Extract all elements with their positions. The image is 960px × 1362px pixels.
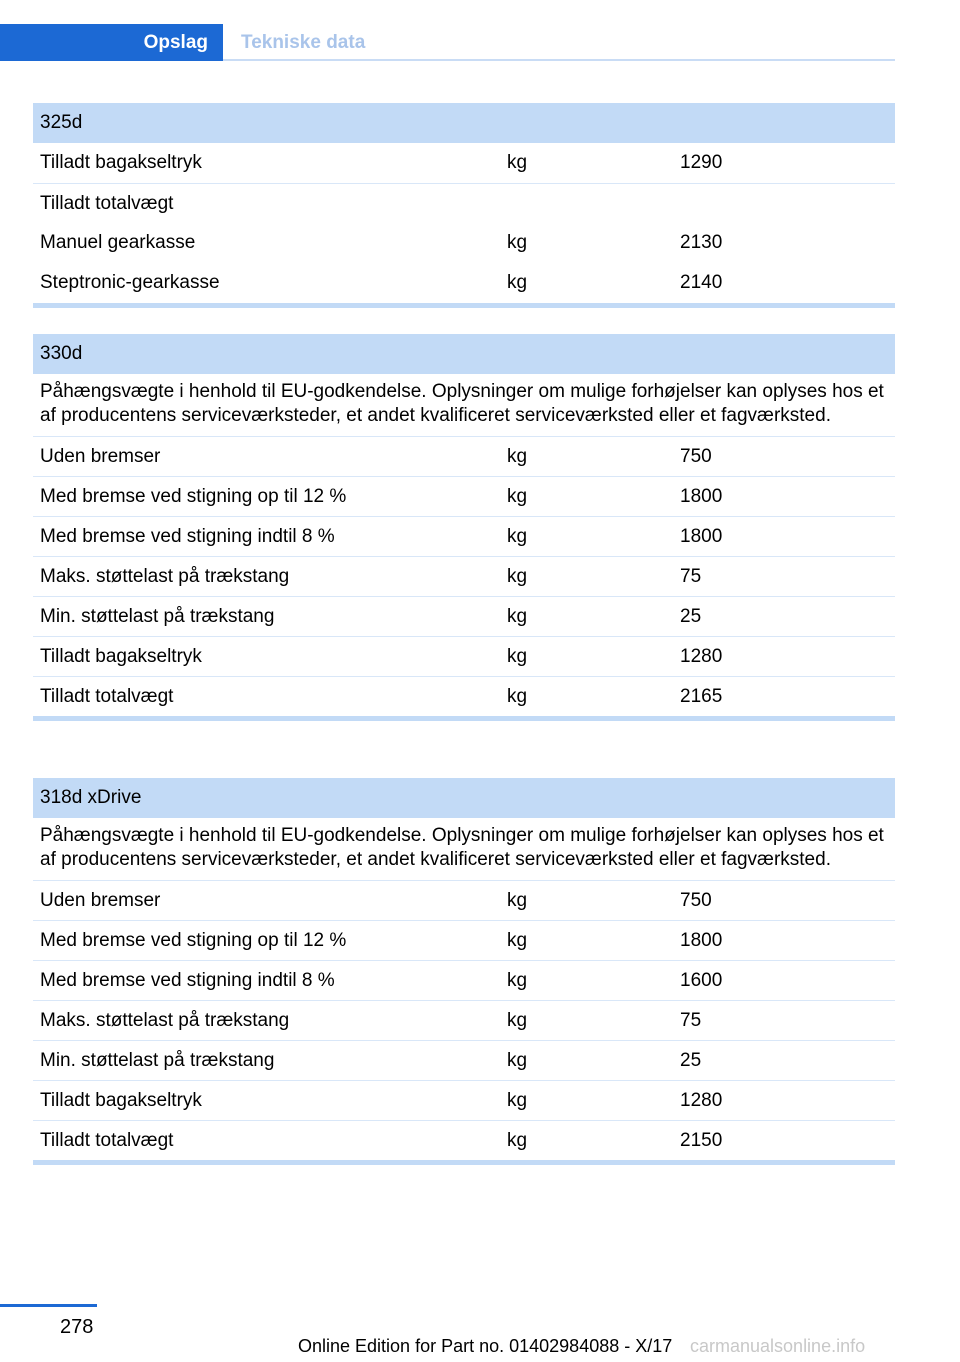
table-row bbox=[33, 556, 895, 596]
row-label: Maks. støttelast på trækstang bbox=[40, 565, 290, 587]
table-325d bbox=[33, 103, 895, 308]
table-row bbox=[33, 436, 895, 476]
tab-opslag[interactable]: Opslag bbox=[0, 24, 223, 61]
row-label: Med bremse ved stigning op til 12 % bbox=[40, 929, 347, 951]
table-row bbox=[33, 516, 895, 556]
table-330d bbox=[33, 334, 895, 721]
table-bottom-rule bbox=[33, 303, 895, 308]
row-value: 2150 bbox=[680, 1129, 723, 1151]
table-note: Påhængsvægte i henhold til EU-godkendelse. Oplysninger om mulige forhøjelser kan oplyses hos et af producentens serviceværksteder, et andet kvalificeret serviceværksted eller et fagværksted. bbox=[40, 381, 884, 426]
row-label: Steptronic-gearkasse bbox=[40, 272, 220, 293]
row-unit: kg bbox=[507, 525, 528, 547]
row-label: Uden bremser bbox=[40, 445, 161, 467]
row-unit: kg bbox=[507, 685, 528, 707]
table-row bbox=[33, 880, 895, 920]
row-value: 75 bbox=[680, 1009, 702, 1031]
row-unit: kg bbox=[507, 605, 528, 627]
watermark: carmanualsonline.info bbox=[690, 1336, 866, 1356]
row-label: Uden bremser bbox=[40, 889, 161, 911]
row-label: Manuel gearkasse bbox=[40, 232, 196, 253]
row-unit: kg bbox=[507, 485, 528, 507]
row-label: Min. støttelast på trækstang bbox=[40, 1049, 275, 1071]
table-note: Påhængsvægte i henhold til EU-godkendelse. Oplysninger om mulige forhøjelser kan oplyses hos et af producentens serviceværksteder, et andet kvalificeret serviceværksted eller et fagværksted. bbox=[40, 825, 884, 870]
row-unit: kg bbox=[507, 1129, 528, 1151]
row-value: 2140 bbox=[680, 272, 723, 293]
header-divider bbox=[223, 59, 895, 61]
row-label: Tilladt bagakseltryk bbox=[40, 152, 202, 173]
row-unit: kg bbox=[507, 929, 528, 951]
row-value: 1600 bbox=[680, 969, 723, 991]
row-value: 2165 bbox=[680, 685, 723, 707]
table-title: 330d bbox=[33, 334, 895, 374]
table-row bbox=[33, 1080, 895, 1120]
row-value: 25 bbox=[680, 1049, 702, 1071]
table-row bbox=[33, 596, 895, 636]
table-row bbox=[33, 920, 895, 960]
row-label: Tilladt totalvægt bbox=[40, 685, 174, 707]
row-unit: kg bbox=[507, 1049, 528, 1071]
row-unit: kg bbox=[507, 645, 528, 667]
table-318d-xdrive bbox=[33, 778, 895, 1165]
table-title: 318d xDrive bbox=[33, 778, 895, 818]
page-header bbox=[0, 0, 895, 62]
table-row bbox=[33, 263, 895, 303]
table-row bbox=[33, 1040, 895, 1080]
table-row bbox=[33, 223, 895, 263]
table-row bbox=[33, 1000, 895, 1040]
row-value: 1280 bbox=[680, 1089, 723, 1111]
row-unit: kg bbox=[507, 1009, 528, 1031]
row-label: Med bremse ved stigning indtil 8 % bbox=[40, 525, 335, 547]
footer-accent-line bbox=[0, 1304, 97, 1307]
row-label: Tilladt totalvægt bbox=[40, 1129, 174, 1151]
row-value: 2130 bbox=[680, 232, 723, 253]
row-unit: kg bbox=[507, 1089, 528, 1111]
row-unit: kg bbox=[507, 969, 528, 991]
row-value: 750 bbox=[680, 889, 712, 911]
row-unit: kg bbox=[507, 152, 528, 173]
tab-tekniske-data[interactable]: Tekniske data bbox=[241, 31, 366, 53]
row-unit: kg bbox=[507, 272, 528, 293]
row-label: Min. støttelast på trækstang bbox=[40, 605, 275, 627]
row-label: Tilladt totalvægt bbox=[40, 192, 174, 214]
row-label: Maks. støttelast på trækstang bbox=[40, 1009, 290, 1031]
table-row bbox=[33, 183, 895, 223]
row-label: Tilladt bagakseltryk bbox=[40, 1089, 202, 1111]
table-row bbox=[33, 960, 895, 1000]
table-row bbox=[33, 676, 895, 716]
table-bottom-rule bbox=[33, 716, 895, 721]
table-row bbox=[33, 143, 895, 183]
row-value: 1800 bbox=[680, 525, 723, 547]
row-unit: kg bbox=[507, 889, 528, 911]
row-label: Tilladt bagakseltryk bbox=[40, 645, 202, 667]
table-row bbox=[33, 636, 895, 676]
row-value: 25 bbox=[680, 605, 702, 627]
table-bottom-rule bbox=[33, 1160, 895, 1165]
row-value: 750 bbox=[680, 445, 712, 467]
row-value: 1290 bbox=[680, 152, 723, 173]
page-number: 278 bbox=[60, 1316, 94, 1338]
table-title: 325d bbox=[33, 103, 895, 143]
row-value: 1280 bbox=[680, 645, 723, 667]
row-unit: kg bbox=[507, 232, 528, 253]
row-value: 1800 bbox=[680, 485, 723, 507]
row-label: Med bremse ved stigning op til 12 % bbox=[40, 485, 347, 507]
row-unit: kg bbox=[507, 445, 528, 467]
table-row bbox=[33, 476, 895, 516]
row-value: 75 bbox=[680, 565, 702, 587]
edition-text: Online Edition for Part no. 01402984088 - X/17 bbox=[298, 1336, 673, 1356]
row-unit: kg bbox=[507, 565, 528, 587]
table-row bbox=[33, 1120, 895, 1160]
row-value: 1800 bbox=[680, 929, 723, 951]
row-label: Med bremse ved stigning indtil 8 % bbox=[40, 969, 335, 991]
